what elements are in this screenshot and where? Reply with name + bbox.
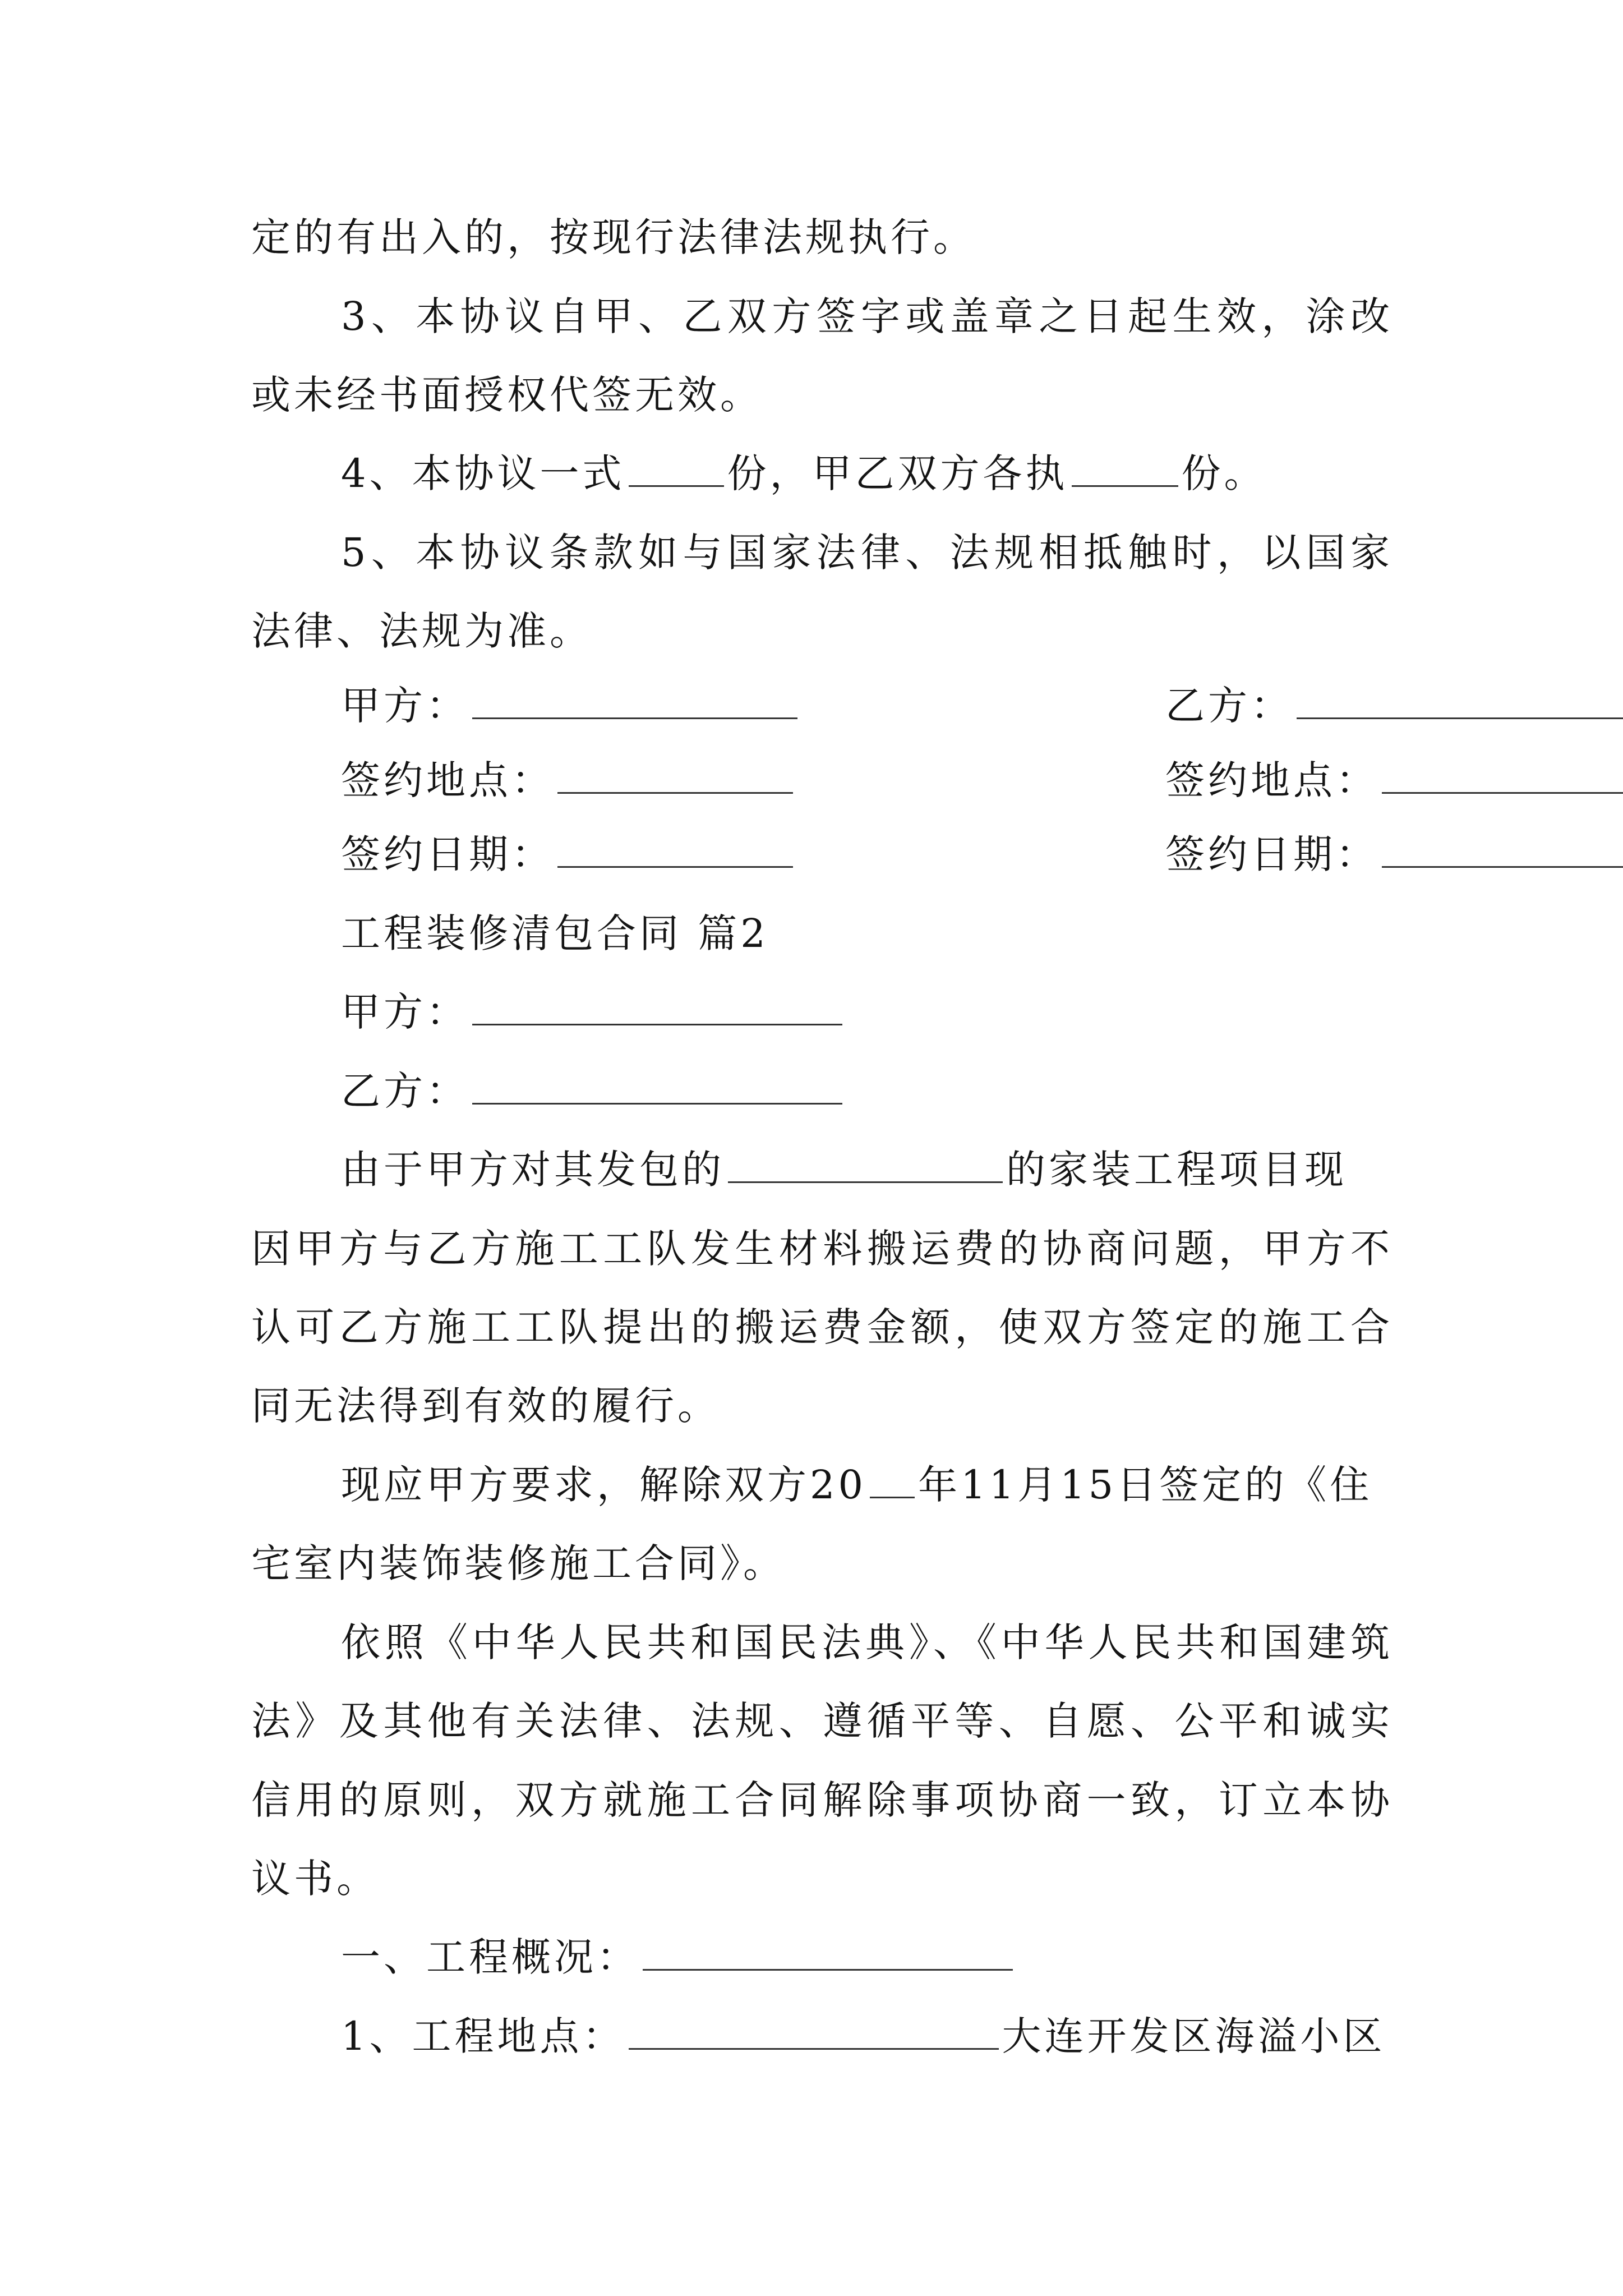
text-line: 信用的原则，双方就施工合同解除事项协商一致，订立本协 — [251, 1777, 1390, 1823]
party-b-blank[interactable] — [472, 1074, 842, 1105]
sign-date-blank-a[interactable] — [557, 838, 793, 868]
sign-place-label-a: 签约地点： — [341, 757, 554, 803]
text-segment: 份，甲乙双方各执 — [727, 450, 1068, 496]
sign-place-blank-a[interactable] — [557, 763, 793, 794]
copies-clause — [341, 448, 1267, 499]
text-segment: 大连开发区海溢小区 — [1002, 2013, 1386, 2059]
project-location-line — [341, 2011, 1386, 2062]
party-a-label: 甲方： — [341, 683, 469, 729]
location-blank[interactable] — [629, 2019, 999, 2050]
text-segment: 现应甲方要求，解除双方20 — [341, 1462, 867, 1508]
text-line: 同无法得到有效的履行。 — [251, 1383, 720, 1429]
party-b-group — [1165, 680, 1623, 731]
text-segment: 1、工程地点： — [341, 2013, 625, 2059]
signature-row-party — [341, 680, 1463, 731]
copies-total-blank[interactable] — [629, 457, 724, 487]
party-a-label: 甲方： — [341, 989, 469, 1035]
project-name-blank[interactable] — [728, 1153, 1003, 1183]
text-line: 或未经书面授权代签无效。 — [251, 372, 763, 418]
signature-row-place — [341, 755, 1463, 806]
text-segment: 4、本协议一式 — [341, 450, 625, 496]
signature-row-date — [341, 829, 1463, 880]
text-line: 法》及其他有关法律、法规、遵循平等、自愿、公平和诚实 — [251, 1698, 1390, 1744]
sign-place-blank-b[interactable] — [1382, 763, 1623, 794]
text-line: 5、本协议条款如与国家法律、法规相抵触时，以国家 — [341, 530, 1390, 576]
party-b-label: 乙方： — [1165, 683, 1293, 729]
year-blank[interactable] — [870, 1468, 915, 1498]
termination-line — [341, 1460, 1372, 1510]
party-b-line — [341, 1066, 846, 1116]
sign-date-label-a: 签约日期： — [341, 831, 554, 877]
text-line: 法律、法规为准。 — [251, 608, 592, 654]
text-line: 宅室内装饰装修施工合同》。 — [251, 1540, 786, 1586]
text-line: 定的有出入的，按现行法律法规执行。 — [251, 214, 976, 260]
text-segment: 一、工程概况： — [341, 1934, 639, 1980]
party-a-blank[interactable] — [472, 995, 842, 1025]
party-a-line — [341, 987, 846, 1037]
section-title: 工程装修清包合同 篇2 — [341, 910, 769, 956]
overview-blank[interactable] — [643, 1940, 1013, 1971]
project-line — [341, 1144, 1347, 1195]
party-b-blank[interactable] — [1297, 689, 1623, 719]
text-segment: 由于甲方对其发包的 — [341, 1147, 725, 1193]
text-line: 认可乙方施工工队提出的搬运费金额，使双方签定的施工合 — [251, 1304, 1390, 1350]
text-segment: 年11月15日签定的《住 — [918, 1462, 1373, 1508]
project-overview-line — [341, 1932, 1016, 1982]
text-segment: 的家装工程项目现 — [1006, 1147, 1347, 1193]
party-a-blank[interactable] — [472, 689, 797, 719]
sign-place-group-b — [1165, 755, 1623, 806]
text-line: 3、本协议自甲、乙双方签字或盖章之日起生效，涂改 — [341, 293, 1390, 339]
party-b-label: 乙方： — [341, 1068, 469, 1114]
sign-date-blank-b[interactable] — [1382, 838, 1623, 868]
text-line: 因甲方与乙方施工工队发生材料搬运费的协商问题，甲方不 — [251, 1226, 1390, 1272]
text-segment: 份。 — [1181, 450, 1267, 496]
sign-place-label-b: 签约地点： — [1165, 757, 1378, 803]
text-line: 议书。 — [251, 1856, 379, 1902]
text-line: 依照《中华人民共和国民法典》、《中华人民共和国建筑 — [341, 1619, 1390, 1665]
sign-date-label-b: 签约日期： — [1165, 831, 1378, 877]
sign-date-group-b — [1165, 829, 1623, 880]
copies-each-blank[interactable] — [1072, 457, 1178, 487]
